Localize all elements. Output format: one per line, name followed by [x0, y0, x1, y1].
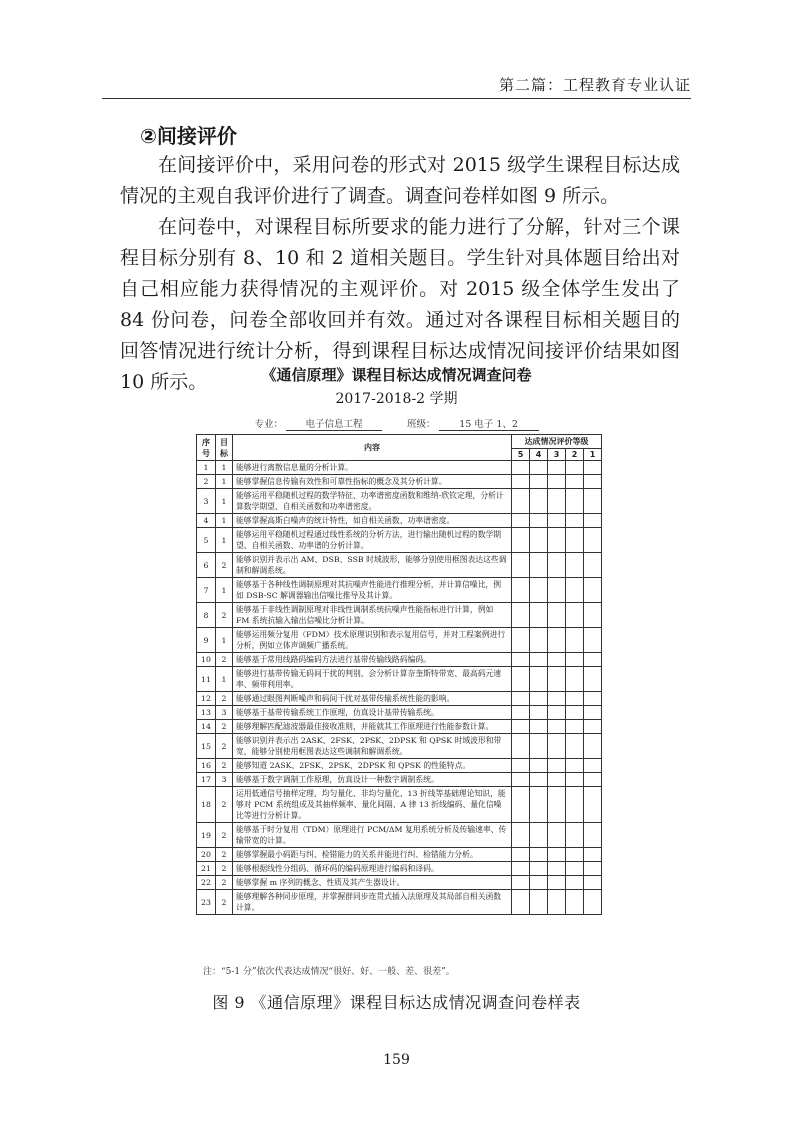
rating-cell[interactable] [548, 862, 566, 876]
rating-cell[interactable] [584, 720, 602, 734]
row-content: 能够掌握高斯白噪声的统计特性，如自相关函数、功率谱密度。 [233, 514, 512, 528]
rating-cell[interactable] [512, 720, 530, 734]
rating-cell[interactable] [566, 706, 584, 720]
body-paragraph-1: 在间接评价中，采用问卷的形式对 2015 级学生课程目标达成情况的主观自我评价进行了调查。调查问卷样如图 9 所示。 [120, 154, 680, 207]
row-objective: 3 [216, 706, 233, 720]
rating-cell[interactable] [512, 628, 530, 653]
rating-cell[interactable] [548, 876, 566, 890]
row-no: 12 [197, 692, 216, 706]
rating-3: 3 [548, 449, 566, 461]
rating-cell[interactable] [530, 720, 548, 734]
rating-cell[interactable] [566, 862, 584, 876]
rating-cell[interactable] [530, 667, 548, 692]
rating-cell[interactable] [566, 667, 584, 692]
rating-cell[interactable] [584, 461, 602, 475]
survey-row [197, 787, 602, 823]
row-no: 13 [197, 706, 216, 720]
page-number: 159 [383, 1052, 410, 1068]
rating-cell[interactable] [584, 628, 602, 653]
rating-cell[interactable] [584, 773, 602, 787]
rating-cell[interactable] [548, 823, 566, 848]
survey-meta [0, 416, 793, 431]
rating-cell[interactable] [512, 475, 530, 489]
rating-cell[interactable] [548, 578, 566, 603]
rating-cell[interactable] [512, 759, 530, 773]
rating-cell[interactable] [512, 553, 530, 578]
row-no: 2 [197, 475, 216, 489]
rating-cell[interactable] [512, 489, 530, 514]
col-content-header: 内容 [233, 435, 512, 461]
row-objective: 2 [216, 862, 233, 876]
rating-cell[interactable] [548, 553, 566, 578]
row-content: 能够基于时分复用（TDM）原理进行 PCM/ΔM 复用系统分析及传输速率、传输带宽的计算。 [233, 823, 512, 848]
row-content: 能够基于常用线路码编码方法进行基带传输线路码编码。 [233, 653, 512, 667]
row-no: 21 [197, 862, 216, 876]
rating-cell[interactable] [584, 848, 602, 862]
figure-caption: 图 9 《通信原理》课程目标达成情况调查问卷样表 [212, 993, 581, 1012]
row-no: 9 [197, 628, 216, 653]
rating-cell[interactable] [584, 692, 602, 706]
row-objective: 1 [216, 578, 233, 603]
survey-row [197, 692, 602, 706]
row-no: 20 [197, 848, 216, 862]
rating-cell[interactable] [566, 890, 584, 915]
survey-header-row [197, 435, 602, 449]
survey-note: 注：“5-1 分”依次代表达成情况“很好、好、一般、差、很差”。 [203, 967, 455, 977]
survey-row [197, 528, 602, 553]
rating-cell[interactable] [566, 848, 584, 862]
rating-2: 2 [566, 449, 584, 461]
rating-cell[interactable] [548, 890, 566, 915]
rating-cell[interactable] [584, 706, 602, 720]
rating-cell[interactable] [566, 603, 584, 628]
rating-cell[interactable] [512, 734, 530, 759]
survey-row [197, 667, 602, 692]
rating-cell[interactable] [584, 578, 602, 603]
rating-cell[interactable] [566, 628, 584, 653]
class-value: 15 电子 1、2 [439, 416, 539, 431]
rating-cell[interactable] [548, 667, 566, 692]
rating-cell[interactable] [530, 603, 548, 628]
row-objective: 2 [216, 553, 233, 578]
rating-cell[interactable] [584, 876, 602, 890]
rating-cell[interactable] [584, 553, 602, 578]
row-content: 能够基于数字调制工作原理，仿真设计一种数字调制系统。 [233, 773, 512, 787]
row-objective: 2 [216, 876, 233, 890]
row-no: 23 [197, 890, 216, 915]
rating-cell[interactable] [584, 528, 602, 553]
rating-cell[interactable] [566, 787, 584, 823]
rating-5: 5 [512, 449, 530, 461]
rating-cell[interactable] [548, 773, 566, 787]
rating-cell[interactable] [512, 578, 530, 603]
section-heading: ②间接评价 [140, 124, 237, 148]
rating-4: 4 [530, 449, 548, 461]
page-header: 第二篇：工程教育专业认证 [498, 76, 691, 94]
rating-cell[interactable] [530, 489, 548, 514]
rating-cell[interactable] [548, 603, 566, 628]
rating-cell[interactable] [530, 578, 548, 603]
row-content: 能够根据线性分组码、循环码的编码原理进行编码和译码。 [233, 862, 512, 876]
row-content: 能够运用平稳随机过程的数学特征、功率谱密度函数和维纳-欣钦定理，分析计算数学期望、自相关函数和功率谱密度。 [233, 489, 512, 514]
rating-cell[interactable] [584, 475, 602, 489]
row-objective: 2 [216, 787, 233, 823]
rating-cell[interactable] [548, 628, 566, 653]
survey-row [197, 553, 602, 578]
row-no: 5 [197, 528, 216, 553]
row-no: 22 [197, 876, 216, 890]
rating-cell[interactable] [566, 692, 584, 706]
survey-row [197, 823, 602, 848]
row-content: 能够基于非线性调制原理对非线性调制系统抗噪声性能指标进行计算，例如 FM 系统抗输入输出信噪比分析计算。 [233, 603, 512, 628]
rating-cell[interactable] [530, 692, 548, 706]
row-no: 17 [197, 773, 216, 787]
row-no: 10 [197, 653, 216, 667]
row-content: 能够进行基带传输无码间干扰的判别，会分析计算奈奎斯特带宽、最高码元速率、频带利用率。 [233, 667, 512, 692]
rating-1: 1 [584, 449, 602, 461]
rating-cell[interactable] [530, 461, 548, 475]
row-no: 8 [197, 603, 216, 628]
survey-row [197, 876, 602, 890]
row-objective: 2 [216, 890, 233, 915]
class-label: 班级： [407, 419, 436, 430]
survey-title: 《通信原理》课程目标达成情况调查问卷 [261, 366, 532, 384]
row-objective: 1 [216, 475, 233, 489]
rating-cell[interactable] [566, 653, 584, 667]
rating-cell[interactable] [530, 628, 548, 653]
rating-cell[interactable] [530, 759, 548, 773]
survey-row [197, 628, 602, 653]
rating-cell[interactable] [512, 514, 530, 528]
rating-cell[interactable] [584, 862, 602, 876]
row-content: 能够理解各种同步原理，并掌握群同步连贯式插入法原理及其局部自相关函数计算。 [233, 890, 512, 915]
col-no-header: 序号 [197, 435, 216, 461]
rating-cell[interactable] [530, 706, 548, 720]
survey-term: 2017-2018-2 学期 [335, 391, 458, 407]
row-content: 能够知道 2ASK、2FSK、2PSK、2DPSK 和 QPSK 的性能特点。 [233, 759, 512, 773]
row-content: 能够基于基带传输系统工作原理，仿真设计基带传输系统。 [233, 706, 512, 720]
row-objective: 1 [216, 514, 233, 528]
row-no: 1 [197, 461, 216, 475]
rating-cell[interactable] [566, 759, 584, 773]
rating-cell[interactable] [530, 862, 548, 876]
survey-row [197, 848, 602, 862]
row-objective: 1 [216, 528, 233, 553]
row-no: 11 [197, 667, 216, 692]
row-content: 能够运用平稳随机过程通过线性系统的分析方法，进行输出随机过程的数学期望、自相关函数、功率谱的分析计算。 [233, 528, 512, 553]
row-content: 能够掌握信息传输有效性和可靠性指标的概念及其分析计算。 [233, 475, 512, 489]
rating-cell[interactable] [530, 773, 548, 787]
rating-cell[interactable] [584, 603, 602, 628]
row-no: 16 [197, 759, 216, 773]
rating-cell[interactable] [512, 773, 530, 787]
rating-cell[interactable] [530, 876, 548, 890]
row-no: 18 [197, 787, 216, 823]
rating-cell[interactable] [512, 692, 530, 706]
rating-cell[interactable] [548, 706, 566, 720]
rating-cell[interactable] [566, 489, 584, 514]
survey-row [197, 603, 602, 628]
row-content: 能够识别并表示出 AM、DSB、SSB 时域波形，能够分别使用框图表达这些调制和解调系统。 [233, 553, 512, 578]
rating-cell[interactable] [584, 734, 602, 759]
row-content: 能够理解匹配滤波器最佳接收准则，并能就其工作原理进行性能参数计算。 [233, 720, 512, 734]
rating-cell[interactable] [530, 653, 548, 667]
row-objective: 2 [216, 734, 233, 759]
rating-cell[interactable] [530, 528, 548, 553]
major-label: 专业： [254, 419, 283, 430]
rating-cell[interactable] [512, 823, 530, 848]
rating-cell[interactable] [530, 475, 548, 489]
rating-cell[interactable] [566, 773, 584, 787]
survey-row [197, 706, 602, 720]
rating-cell[interactable] [566, 475, 584, 489]
rating-cell[interactable] [512, 787, 530, 823]
rating-cell[interactable] [548, 653, 566, 667]
rating-cell[interactable] [566, 528, 584, 553]
survey-body [197, 461, 602, 915]
row-content: 能够进行离散信息量的分析计算。 [233, 461, 512, 475]
row-content: 能够掌握 m 序列的概念、性质及其产生器设计。 [233, 876, 512, 890]
rating-cell[interactable] [548, 734, 566, 759]
survey-row [197, 890, 602, 915]
row-objective: 2 [216, 653, 233, 667]
row-objective: 1 [216, 667, 233, 692]
survey-table [196, 434, 602, 915]
row-content: 能够基于各种线性调制原理对其抗噪声性能进行推理分析，并计算信噪比，例如 DSB-SC 解调器输出信噪比推导及其计算。 [233, 578, 512, 603]
row-objective: 3 [216, 773, 233, 787]
rating-cell[interactable] [530, 890, 548, 915]
survey-row [197, 514, 602, 528]
rating-cell[interactable] [566, 823, 584, 848]
row-content: 能够通过眼图判断噪声和码间干扰对基带传输系统性能的影响。 [233, 692, 512, 706]
rating-cell[interactable] [512, 876, 530, 890]
col-objective-header: 目标 [216, 435, 233, 461]
survey-row [197, 653, 602, 667]
rating-cell[interactable] [566, 876, 584, 890]
survey-row [197, 578, 602, 603]
rating-cell[interactable] [530, 848, 548, 862]
survey-row [197, 461, 602, 475]
rating-cell[interactable] [548, 528, 566, 553]
survey-row [197, 734, 602, 759]
rating-cell[interactable] [548, 489, 566, 514]
rating-cell[interactable] [584, 823, 602, 848]
survey-row [197, 773, 602, 787]
row-objective: 1 [216, 628, 233, 653]
survey-row [197, 720, 602, 734]
row-objective: 2 [216, 692, 233, 706]
rating-cell[interactable] [512, 706, 530, 720]
rating-cell[interactable] [584, 653, 602, 667]
rating-cell[interactable] [548, 787, 566, 823]
row-objective: 1 [216, 461, 233, 475]
rating-cell[interactable] [530, 823, 548, 848]
row-objective: 2 [216, 823, 233, 848]
rating-cell[interactable] [584, 667, 602, 692]
rating-cell[interactable] [584, 787, 602, 823]
row-content: 能够运用频分复用（FDM）技术原理识别和表示复用信号，并对工程案例进行分析，例如立体声调频广播系统。 [233, 628, 512, 653]
rating-cell[interactable] [512, 848, 530, 862]
rating-cell[interactable] [512, 653, 530, 667]
rating-cell[interactable] [512, 862, 530, 876]
rating-cell[interactable] [548, 514, 566, 528]
row-objective: 2 [216, 720, 233, 734]
rating-cell[interactable] [548, 848, 566, 862]
survey-row [197, 489, 602, 514]
rating-cell[interactable] [512, 528, 530, 553]
rating-cell[interactable] [530, 734, 548, 759]
rating-cell[interactable] [512, 461, 530, 475]
col-rating-header: 达成情况评价等级 [512, 435, 602, 449]
header-rule [102, 98, 691, 99]
major-value: 电子信息工程 [286, 416, 382, 431]
survey-row [197, 475, 602, 489]
rating-cell[interactable] [548, 759, 566, 773]
rating-cell[interactable] [530, 514, 548, 528]
rating-cell[interactable] [512, 890, 530, 915]
row-no: 3 [197, 489, 216, 514]
row-no: 7 [197, 578, 216, 603]
rating-cell[interactable] [548, 461, 566, 475]
row-content: 运用低通信号抽样定理、均匀量化、非均匀量化、13 折线等基础理论知识，能够对 PCM 系统组成及其抽样频率、量化间隔、A 律 13 折线编码、量化信噪比等进行分析计算。 [233, 787, 512, 823]
row-no: 15 [197, 734, 216, 759]
rating-cell[interactable] [584, 890, 602, 915]
rating-cell[interactable] [548, 720, 566, 734]
row-no: 14 [197, 720, 216, 734]
rating-cell[interactable] [548, 692, 566, 706]
rating-cell[interactable] [512, 603, 530, 628]
row-objective: 2 [216, 848, 233, 862]
survey-row [197, 759, 602, 773]
row-content: 能够掌握最小码距与纠、检错能力的关系并能进行纠、检错能力分析。 [233, 848, 512, 862]
rating-cell[interactable] [566, 553, 584, 578]
rating-cell[interactable] [566, 514, 584, 528]
rating-cell[interactable] [566, 720, 584, 734]
rating-cell[interactable] [566, 734, 584, 759]
row-no: 6 [197, 553, 216, 578]
row-no: 4 [197, 514, 216, 528]
rating-cell[interactable] [584, 489, 602, 514]
row-objective: 2 [216, 759, 233, 773]
row-objective: 2 [216, 603, 233, 628]
row-content: 能够识别并表示出 2ASK、2FSK、2PSK、2DPSK 和 QPSK 时域波形和带宽，能够分别使用框图表达这些调制和解调系统。 [233, 734, 512, 759]
rating-cell[interactable] [530, 553, 548, 578]
rating-cell[interactable] [530, 787, 548, 823]
rating-cell[interactable] [566, 578, 584, 603]
body-paragraph-2: 在问卷中，对课程目标所要求的能力进行了分解，针对三个课程目标分别有 8、10 和 2 道相关题目。学生针对具体题目给出对自己相应能力获得情况的主观评价。对 2015 级全体学生发出了 84 份问卷，问卷全部收回并有效。通过对各课程目标相关题目的回答情况进行统计分析，得到课程目标达成情况间接评价结果如图 10 所示。 [120, 216, 680, 393]
rating-cell[interactable] [566, 461, 584, 475]
rating-cell[interactable] [584, 514, 602, 528]
rating-cell[interactable] [548, 475, 566, 489]
row-objective: 1 [216, 489, 233, 514]
rating-cell[interactable] [584, 759, 602, 773]
survey-row [197, 862, 602, 876]
row-no: 19 [197, 823, 216, 848]
rating-cell[interactable] [512, 667, 530, 692]
